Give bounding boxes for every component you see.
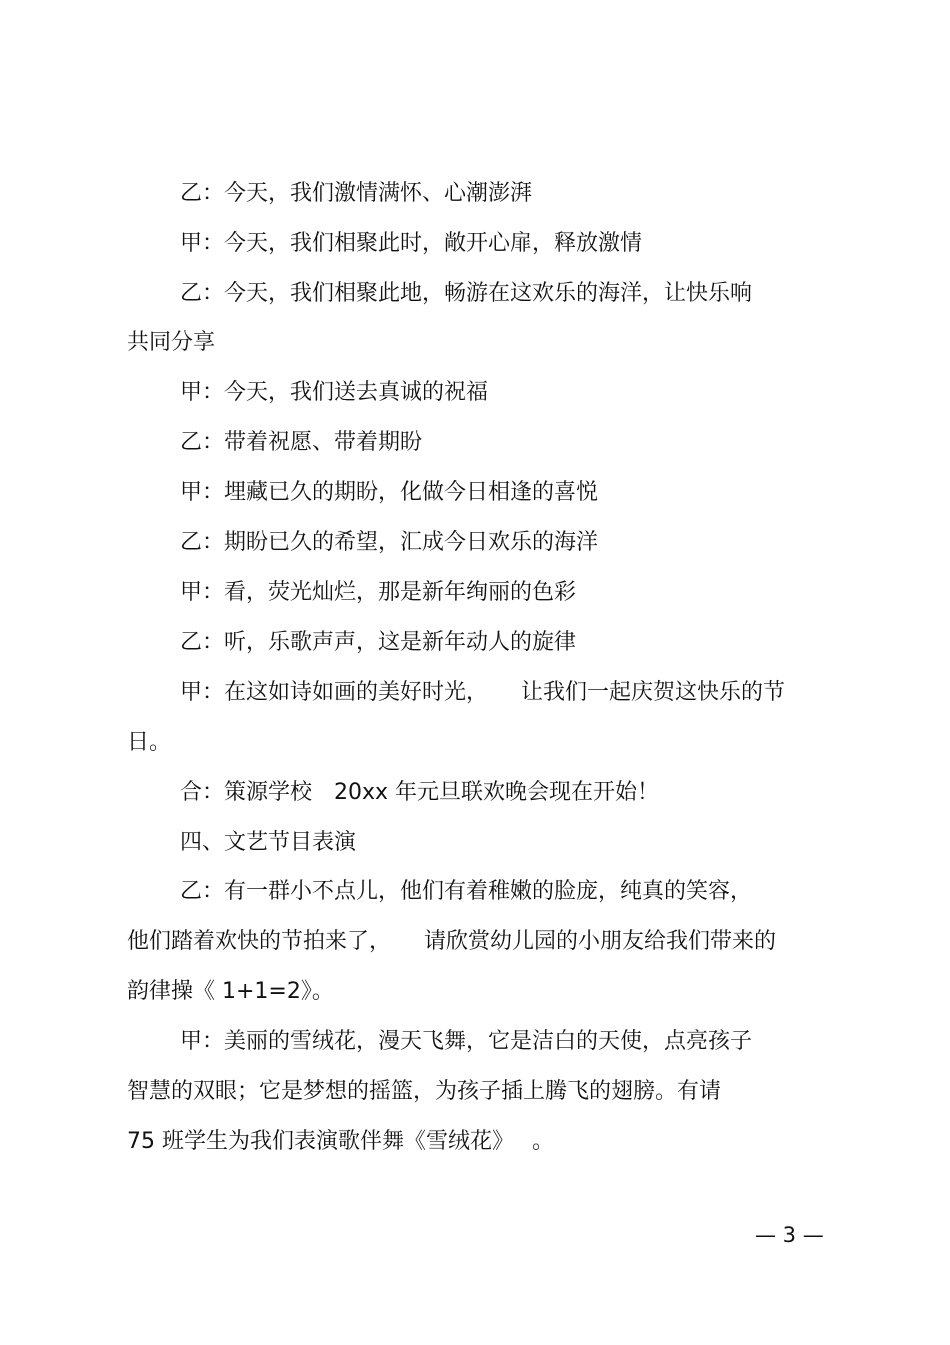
dialogue-line: 乙：期盼已久的希望，汇成今日欢乐的海洋 [180,530,599,555]
dialogue-line-continued: 共同分享 [127,330,216,355]
dialogue-line-continued: 日。 [127,730,172,755]
dialogue-line: 甲：美丽的雪绒花，漫天飞舞，它是洁白的天使，点亮孩子 [180,1029,753,1054]
dialogue-line: 甲：今天，我们送去真诚的祝福 [180,380,489,405]
dialogue-line: 乙：带着祝愿、带着期盼 [180,430,423,455]
page-number: — 3 — [755,1223,824,1247]
dialogue-line-continued: 75 班学生为我们表演歌伴舞《雪绒花》 。 [127,1129,554,1154]
dialogue-line: 甲：今天，我们相聚此时，敞开心扉，释放激情 [180,231,643,256]
section-heading: 四、文艺节目表演 [180,830,357,855]
dialogue-line: 乙：听，乐歌声声，这是新年动人的旋律 [180,630,577,655]
dialogue-line-continued: 他们踏着欢快的节拍来了， 请欣赏幼儿园的小朋友给我们带来的 [127,929,777,954]
dialogue-line: 乙：今天，我们激情满怀、心潮澎湃 [180,181,533,206]
dialogue-line: 乙：有一群小不点儿，他们有着稚嫩的脸庞，纯真的笑容， [180,879,753,904]
dialogue-line: 甲：看，荧光灿烂，那是新年绚丽的色彩 [180,580,577,605]
dialogue-line-continued: 韵律操《 1+1=2》。 [127,979,334,1004]
dialogue-line: 乙：今天，我们相聚此地，畅游在这欢乐的海洋，让快乐响 [180,281,753,306]
dialogue-line: 合：策源学校 20xx 年元旦联欢晚会现在开始！ [180,780,660,805]
dialogue-line-continued: 智慧的双眼；它是梦想的摇篮，为孩子插上腾飞的翅膀。有请 [127,1079,722,1104]
dialogue-line: 甲：埋藏已久的期盼，化做今日相逢的喜悦 [180,480,599,505]
dialogue-line: 甲：在这如诗如画的美好时光， 让我们一起庆贺这快乐的节 [180,680,786,705]
